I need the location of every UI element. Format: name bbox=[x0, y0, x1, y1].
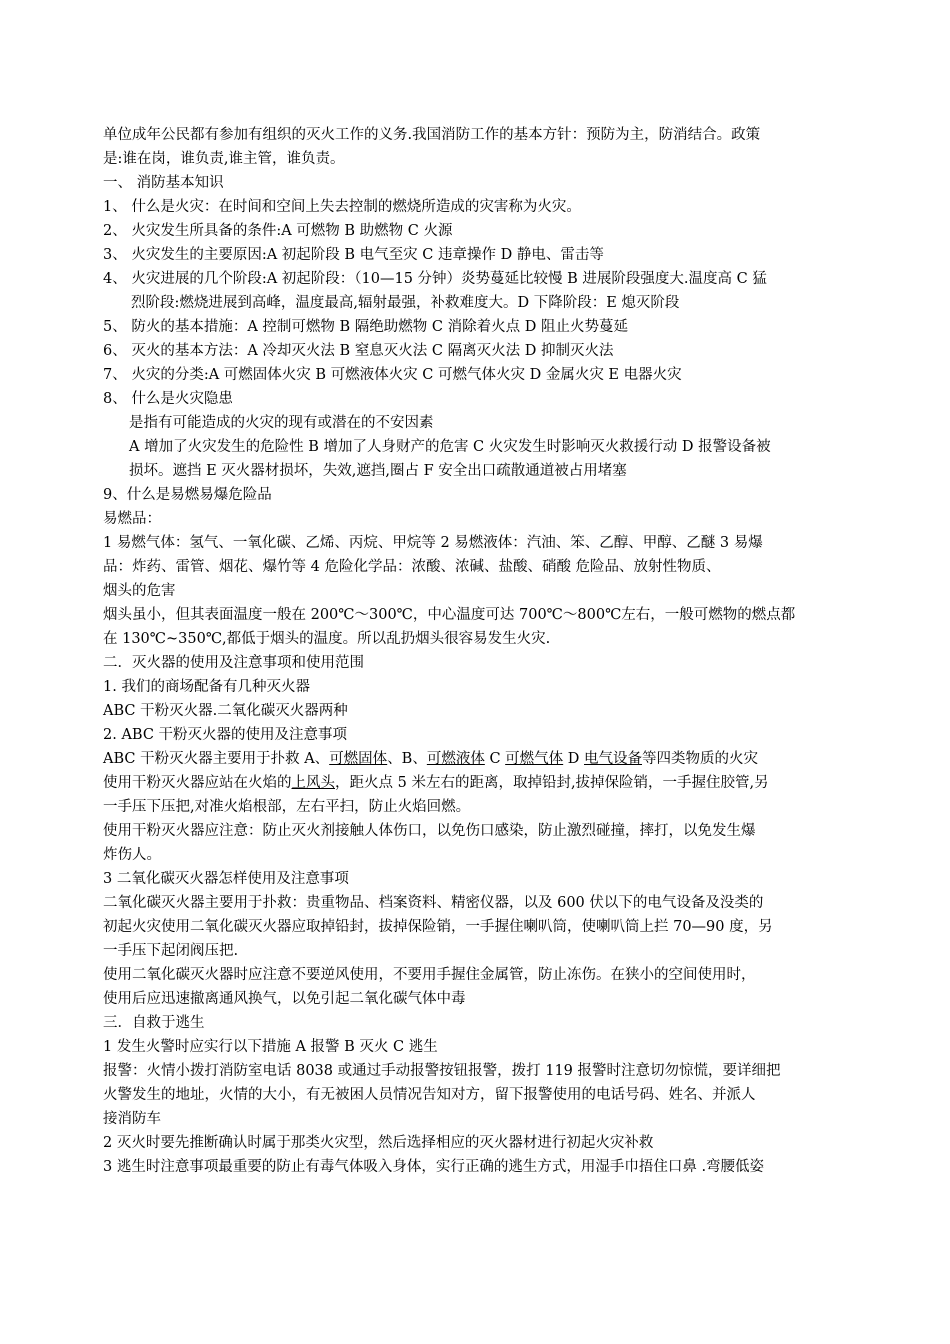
text-line: 损坏。遮挡 E 灭火器材损坏，失效,遮挡,圈占 F 安全出口疏散通道被占用堵塞 bbox=[129, 463, 627, 479]
document-page bbox=[103, 123, 863, 1179]
list-item: 4、 火灾进展的几个阶段:A 初起阶段：（10—15 分钟）炎势蔓延比较慢 B 进展阶段强度大.温度高 C 猛 bbox=[103, 271, 767, 287]
text-line bbox=[103, 747, 863, 771]
text-line: 使用干粉灭火器应注意：防止灭火剂接触人体伤口，以免伤口感染，防止激烈碰撞，摔打，以免发生爆 bbox=[103, 823, 756, 839]
list-item: 7、 火灾的分类:A 可燃固体火灾 B 可燃液体火灾 C 可燃气体火灾 D 金属火灾 E 电器火灾 bbox=[103, 367, 682, 383]
text-line: 初起火灾使用二氧化碳灭火器应取掉铅封，拔掉保险销，一手握住喇叭筒，使喇叭筒上拦 70—90 度，另 bbox=[103, 919, 773, 935]
text-line: A 增加了火灾发生的危险性 B 增加了人身财产的危害 C 火灾发生时影响灭火救援行动 D 报警设备被 bbox=[129, 439, 771, 455]
text-line: 是指有可能造成的火灾的现有或潜在的不安因素 bbox=[129, 415, 434, 431]
text-line: 火警发生的地址，火情的大小，有无被困人员情况告知对方，留下报警使用的电话号码、姓名、并派人 bbox=[103, 1087, 756, 1103]
list-item: 1、 什么是火灾：在时间和空间上失去控制的燃烧所造成的灾害称为火灾。 bbox=[103, 199, 581, 215]
list-item: 5、 防火的基本措施：A 控制可燃物 B 隔绝助燃物 C 消除着火点 D 阻止火势蔓延 bbox=[103, 319, 628, 335]
text-line: 品：炸药、雷管、烟花、爆竹等 4 危险化学品：浓酸、浓碱、盐酸、硝酸 危险品、放射性物质、 bbox=[103, 559, 721, 575]
list-item-continuation: 烈阶段:燃烧进展到高峰，温度最高,辐射最强，补救难度大。D 下降阶段：E 熄灭阶段 bbox=[131, 295, 680, 311]
text-line: 是:谁在岗，谁负责,谁主管，谁负责。 bbox=[103, 151, 345, 167]
text-line: 1 易燃气体：氢气、一氧化碳、乙烯、丙烷、甲烷等 2 易燃液体：汽油、笨、乙醇、甲醇、乙醚 3 易爆 bbox=[103, 535, 763, 551]
text-line: 易燃品： bbox=[103, 511, 161, 527]
text-line: 二氧化碳灭火器主要用于扑救：贵重物品、档案资料、精密仪器，以及 600 伏以下的电气设备及没类的 bbox=[103, 895, 764, 911]
text-line: 1 发生火警时应实行以下措施 A 报警 B 灭火 C 逃生 bbox=[103, 1039, 438, 1055]
text-span: D bbox=[563, 751, 585, 767]
text-line: 烟头虽小，但其表面温度一般在 200℃～300℃，中心温度可达 700℃～800℃左右，一般可燃物的燃点都 bbox=[103, 607, 796, 623]
text-line: 一手压下起闭阀压把. bbox=[103, 943, 239, 959]
underlined-term: 电气设备 bbox=[584, 751, 643, 767]
text-span: ABC 干粉灭火器主要用于扑救 A、 bbox=[103, 751, 330, 767]
text-line: 2 灭火时要先推断确认时属于那类火灾型，然后选择相应的灭火器材进行初起火灾补救 bbox=[103, 1135, 654, 1151]
underlined-term: 可燃固体 bbox=[329, 751, 388, 767]
underlined-term: 可燃液体 bbox=[426, 751, 485, 767]
text-line: 炸伤人。 bbox=[103, 847, 161, 863]
text-line: 在 130℃~350℃,都低于烟头的温度。所以乱扔烟头很容易发生火灾. bbox=[103, 631, 551, 647]
text-line: 烟头的危害 bbox=[103, 583, 176, 599]
underlined-term: 上风头 bbox=[291, 775, 335, 791]
text-line: 1. 我们的商场配备有几种灭火器 bbox=[103, 679, 310, 695]
text-line: 使用后应迅速撤离通风换气，以免引起二氧化碳气体中毒 bbox=[103, 991, 466, 1007]
text-line: 单位成年公民都有参加有组织的灭火工作的义务.我国消防工作的基本方针：预防为主，防消结合。政策 bbox=[103, 127, 761, 143]
text-span: 、B、 bbox=[387, 751, 427, 767]
text-line: 3 逃生时注意事项最重要的防止有毒气体吸入身体，实行正确的逃生方式，用湿手巾捂住口鼻 .弯腰低姿 bbox=[103, 1159, 765, 1175]
text-line: 使用二氧化碳灭火器时应注意不要逆风使用，不要用手握住金属管，防止冻伤。在狭小的空间使用时， bbox=[103, 967, 756, 983]
list-item: 6、 灭火的基本方法：A 冷却灭火法 B 窒息灭火法 C 隔离灭火法 D 抑制灭火法 bbox=[103, 343, 614, 359]
text-line: 一手压下压把,对准火焰根部，左右平扫，防止火焰回燃。 bbox=[103, 799, 471, 815]
text-line: ABC 干粉灭火器.二氧化碳灭火器两种 bbox=[103, 703, 348, 719]
list-item: 8、 什么是火灾隐患 bbox=[103, 391, 233, 407]
text-line: 3 二氧化碳灭火器怎样使用及注意事项 bbox=[103, 871, 349, 887]
text-span: 等四类物质的火灾 bbox=[642, 751, 759, 767]
list-item: 9、什么是易燃易爆危险品 bbox=[103, 487, 272, 503]
list-item: 3、 火灾发生的主要原因:A 初起阶段 B 电气至灾 C 违章操作 D 静电、雷击等 bbox=[103, 247, 604, 263]
underlined-term: 可燃气体 bbox=[505, 751, 564, 767]
text-line: 接消防车 bbox=[103, 1111, 161, 1127]
section-heading: 一、 消防基本知识 bbox=[103, 175, 224, 191]
text-span: ，距火点 5 米左右的距离，取掉铅封,拔掉保险销，一手握住胶管,另 bbox=[335, 775, 769, 791]
text-line bbox=[103, 771, 863, 795]
section-heading: 二．灭火器的使用及注意事项和使用范围 bbox=[103, 655, 364, 671]
list-item: 2、 火灾发生所具备的条件:A 可燃物 B 助燃物 C 火源 bbox=[103, 223, 453, 239]
text-span: 使用干粉灭火器应站在火焰的 bbox=[103, 775, 292, 791]
text-line: 报警：火情小拨打消防室电话 8038 或通过手动报警按钮报警，拨打 119 报警时注意切勿惊慌，要详细把 bbox=[103, 1063, 781, 1079]
text-span: C bbox=[484, 751, 506, 767]
section-heading: 三．自救于逃生 bbox=[103, 1015, 205, 1031]
text-line: 2. ABC 干粉灭火器的使用及注意事项 bbox=[103, 727, 348, 743]
